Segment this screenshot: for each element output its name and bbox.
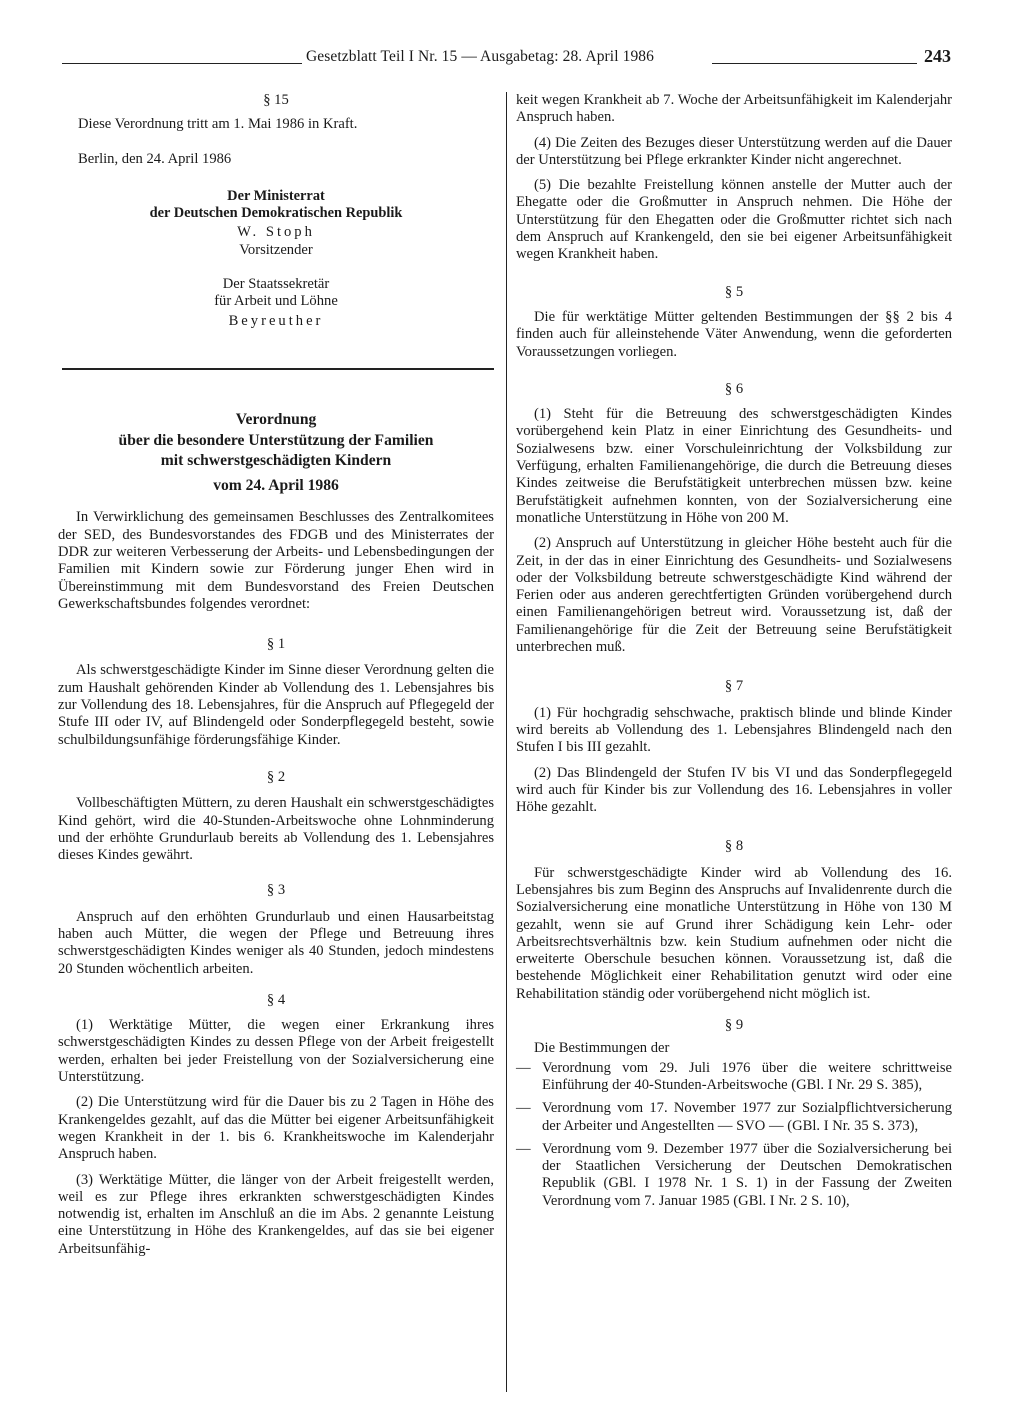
- s15-text: Diese Verordnung tritt am 1. Mai 1986 in Kraft.: [78, 116, 358, 133]
- list-dash: —: [516, 1140, 531, 1157]
- signer-2: Beyreuther: [228, 312, 324, 329]
- header-title: Gesetzblatt Teil I Nr. 15 — Ausgabetag: 28. April 1986: [306, 48, 654, 65]
- column-divider: [506, 92, 507, 1392]
- title-line-1: Verordnung: [235, 410, 317, 428]
- place-date: Berlin, den 24. April 1986: [78, 150, 232, 167]
- list-item-text: Verordnung vom 29. Juli 1976 über die weitere schrittweise Einführung der 40-Stunden-Arbeitswoche (GBl. I Nr. 29 S. 385),: [542, 1059, 952, 1093]
- preamble: In Verwirklichung des gemeinsamen Beschlusses des Zentralkomitees der SED, des Bundesvorstandes des FDGB und des Ministerrates der DDR zur weiteren Verbesserung der Arbeits- und Lebensbedingungen der Familien mit Kindern sowie zur Förderung junger Ehen wird in Übereinstimmung mit dem Bundesvorstand des Freien Deutschen Gewerkschaftsbundes folgendes verordnet:: [58, 509, 494, 612]
- title-line-2: über die besondere Unterstützung der Familien: [118, 431, 434, 449]
- s6-heading: § 6: [724, 380, 744, 397]
- list-item: [516, 1141, 952, 1210]
- list-item: [516, 1100, 952, 1135]
- s4-paragraph-2: (2) Die Unterstützung wird für die Dauer bis zu 2 Tagen in Höhe des Krankengeldes gezahlt, auf das die Mütter bei eigener Arbeitsunfähigkeit wegen Krankheit in der 1. bis 6. Krankheitswoche im Kalenderjahr Anspruch haben.: [58, 1094, 494, 1163]
- header-rule-left: [62, 63, 302, 64]
- s3-text: Anspruch auf den erhöhten Grundurlaub und einen Hausarbeitstag haben auch Mütter, die wegen der Pflege und Betreuung ihres schwerstgeschädigten Kindes weniger als 40 Stunden, jedoch mindestens 20 Stunden wöchentlich arbeiten.: [58, 908, 494, 977]
- page-number: 243: [924, 46, 951, 66]
- s4-paragraph-3-continued: keit wegen Krankheit ab 7. Woche der Arbeitsunfähigkeit im Kalenderjahr Anspruch haben.: [516, 92, 952, 126]
- s7-paragraph-1: (1) Für hochgradig sehschwache, praktisch blinde und blinde Kinder wird bereits ab Vollendung des 1. Lebensjahres Blindengeld nach den Stufen I bis III gezahlt.: [516, 704, 952, 756]
- left-column: [58, 92, 494, 1258]
- s1-text: Als schwerstgeschädigte Kinder im Sinne dieser Verordnung gelten die zum Haushalt gehörenden Kinder ab Vollendung des 1. Lebensjahres bis zur Vollendung des 18. Lebensjahres, für die Anspruch auf Pflegegeld der Stufe III oder IV, auf Blindengeld oder Sonderpflegegeld besteht, sowie schulbildungsunfähige förderungsfähige Kinder.: [58, 662, 494, 748]
- section-separator: [62, 368, 494, 370]
- list-dash: —: [516, 1100, 531, 1117]
- s4-paragraph-1: (1) Werktätige Mütter, die wegen einer Erkrankung ihres schwerstgeschädigten Kindes zu dessen Pflege von der Arbeit freigestellt werden, erhalten bei jeder Freistellung von der Sozialversicherung eine Unterstützung.: [58, 1017, 494, 1086]
- list-item-text: Verordnung vom 9. Dezember 1977 über die Sozialversicherung bei der Staatlichen Versicherung der Deutschen Demokratischen Republik (GBl. I 1978 Nr. 1 S. 1) in der Fassung der Zweiten Verordnung vom 7. Januar 1985 (GBl. I Nr. 2 S. 10),: [542, 1140, 952, 1209]
- s2-text: Vollbeschäftigten Müttern, zu deren Haushalt ein schwerstgeschädigtes Kind gehört, wird die 40-Stunden-Arbeitswoche ohne Lohnminderung und der erhöhte Grundurlaub bereits ab Vollendung des 1. Lebensjahres dieses Kindes gewährt.: [58, 795, 494, 864]
- secretary-line-1: Der Staatssekretär: [222, 276, 330, 293]
- signer-1: W. Stoph: [237, 224, 315, 241]
- s4-paragraph-3: (3) Werktätige Mütter, die länger von der Arbeit freigestellt werden, weil es zur Pflege ihres erkrankten schwerstgeschädigten Kindes notwendig ist, erhalten im Anschluß an die im Abs. 2 genannte Leistung eine Unterstützung in Höhe des Krankengeldes, auf das sie bei eigener Arbeitsunfähig-: [58, 1171, 494, 1257]
- s9-intro: Die Bestimmungen der: [534, 1040, 670, 1057]
- ordinance-title: [58, 410, 494, 496]
- list-dash: —: [516, 1059, 531, 1076]
- council-line-1: Der Ministerrat: [227, 187, 325, 204]
- page-header: [0, 44, 1024, 74]
- s4-paragraph-5: (5) Die bezahlte Freistellung können anstelle der Mutter auch der Ehegatte oder die Großmutter in Anspruch nehmen. Die Höhe der Unterstützung für den Ehegatten oder die Großmutter richtet sich nach dem Anspruch auf Krankengeld, den sie bei eigener Arbeitsunfähigkeit wegen Krankheit haben.: [516, 177, 952, 263]
- list-item-text: Verordnung vom 17. November 1977 zur Sozialpflichtversicherung der Arbeiter und Angestellten — SVO — (GBl. I Nr. 35 S. 373),: [542, 1100, 952, 1134]
- header-rule-right: [712, 63, 917, 64]
- title-line-3: mit schwerstgeschädigten Kindern: [160, 452, 392, 470]
- s4-paragraph-4: (4) Die Zeiten des Bezuges dieser Unterstützung werden auf die Dauer der Unterstützung bei Pflege erkrankter Kinder nicht angerechnet.: [516, 134, 952, 168]
- s15-heading: § 15: [263, 92, 289, 108]
- s8-heading: § 8: [724, 838, 744, 855]
- title-line-4: vom 24. April 1986: [213, 476, 339, 494]
- s6-paragraph-2: (2) Anspruch auf Unterstützung in gleicher Höhe besteht auch für die Zeit, in der das in einer Einrichtung des Gesundheits- und Sozialwesens oder der Volksbildung betreute schwerstgeschädigte Kind während der Ferien oder aus anderen gerechtfertigten Gründen vorübergehend durch einen Familienangehörigen betreut wird. Voraussetzung ist, daß der Familienangehörige für die Zeit der Betreuung seine Berufstätigkeit unterbrechen muß.: [516, 535, 952, 656]
- s7-heading: § 7: [724, 678, 744, 695]
- s4-heading: § 4: [266, 991, 286, 1008]
- s7-paragraph-2: (2) Das Blindengeld der Stufen IV bis VI und das Sonderpflegegeld wird auch für Kinder bis zur Vollendung des 16. Lebensjahres in voller Höhe gezahlt.: [516, 764, 952, 816]
- s8-text: Für schwerstgeschädigte Kinder wird ab Vollendung des 16. Lebensjahres bis zum Beginn des Anspruchs auf Invalidenrente durch die Sozialversicherung eine monatliche Unterstützung in Höhe von 130 M gezahlt, wenn sie auf Grund ihrer Schädigung kein Lehr- oder Arbeitsrechtsverhältnis bzw. kein Studium aufnehmen oder nicht die erweiterte Oberschule besuchen können. Voraussetzung ist, daß die bestehende Möglichkeit einer Rehabilitation genutzt wird oder eine Rehabilitation ständig oder vorübergehend nicht möglich ist.: [516, 864, 952, 1002]
- signer-1-role: Vorsitzender: [239, 241, 313, 258]
- list-item: [516, 1060, 952, 1095]
- council-line-2: der Deutschen Demokratischen Republik: [149, 205, 403, 222]
- s5-heading: § 5: [724, 283, 744, 300]
- s3-heading: § 3: [266, 882, 286, 899]
- s5-text: Die für werktätige Mütter geltenden Bestimmungen der §§ 2 bis 4 finden auch für alleinstehende Väter Anwendung, wenn die geforderten Voraussetzungen vorliegen.: [516, 308, 952, 360]
- s2-heading: § 2: [266, 768, 286, 785]
- s6-paragraph-1: (1) Steht für die Betreuung des schwerstgeschädigten Kindes vorübergehend kein Platz in einer Einrichtung des Gesundheits- und Sozialwesens bzw. einer Vorschuleinrichtung der Volksbildung zur Verfügung, erhalten Familienangehörige, die durch die Betreuung dieses Kindes zeitweise die Berufstätigkeit unterbrechen müssen bzw. keine Berufstätigkeit aufnehmen konnten, von der Sozialversicherung eine monatliche Unterstützung in Höhe von 200 M.: [516, 406, 952, 526]
- secretary-line-2: für Arbeit und Löhne: [214, 293, 338, 310]
- right-column: [516, 92, 952, 1210]
- s1-heading: § 1: [266, 636, 286, 653]
- s9-heading: § 9: [724, 1017, 744, 1034]
